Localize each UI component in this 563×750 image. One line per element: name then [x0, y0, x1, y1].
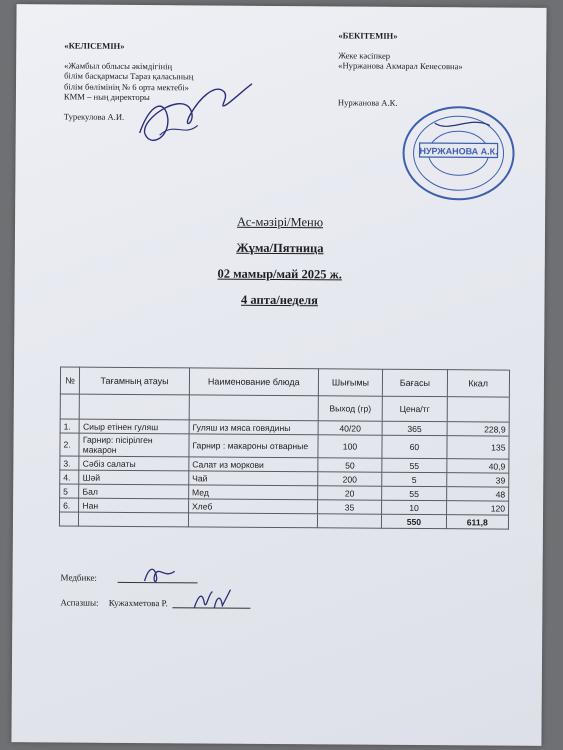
col-header-name-ru: Наименование блюда — [189, 368, 318, 396]
row-kcal: 39 — [446, 473, 508, 487]
row-kcal: 228,9 — [447, 422, 509, 436]
row-kcal: 120 — [446, 501, 508, 515]
row-name-kz: Сиыр етінен гуляш — [79, 419, 189, 434]
col-header-name-kz: Тағамның атауы — [80, 367, 190, 395]
row-price: 365 — [382, 421, 447, 435]
row-price: 55 — [382, 458, 447, 472]
row-price: 10 — [382, 500, 447, 514]
right-header: «БЕКІТЕМІН» — [338, 30, 398, 41]
right-signer: Нуржанова А.К. — [337, 96, 398, 108]
row-name-ru: Гарнир : макароны отварные — [189, 434, 318, 458]
medbike-label: Медбике: — [60, 572, 98, 583]
row-kcal: 135 — [447, 436, 510, 459]
row-number: 5 — [60, 484, 79, 498]
row-name-kz: Гарнир: пісірілген макарон — [79, 433, 189, 457]
row-yield: 40/20 — [318, 421, 383, 435]
approval-block-right — [338, 30, 539, 108]
subheader-yield: Выход (гр) — [318, 396, 383, 421]
left-line-3: білім бөлімінің № 6 орта мектебі» — [63, 80, 190, 92]
row-name-ru: Хлеб — [188, 499, 317, 514]
round-stamp — [399, 103, 518, 204]
table-header-row — [60, 367, 509, 397]
row-name-ru: Мед — [189, 485, 318, 500]
title-week: 4 апта/неделя — [241, 292, 319, 308]
col-header-price: Бағасы — [383, 369, 448, 396]
row-name-ru: Салат из моркови — [189, 457, 318, 472]
right-line-2: «Нуржанова Акмарал Кенесовна» — [338, 60, 463, 72]
director-signature — [120, 63, 261, 154]
row-kcal: 40,9 — [446, 459, 508, 473]
total-kcal: 611,8 — [446, 515, 508, 529]
row-price: 5 — [382, 472, 447, 486]
row-number: 3. — [60, 456, 79, 470]
col-header-yield: Шығымы — [318, 369, 383, 396]
row-price: 55 — [382, 486, 447, 500]
row-number: 4. — [60, 470, 79, 484]
row-yield: 20 — [317, 486, 382, 500]
title-day: Жұма/Пятница — [236, 240, 324, 256]
row-yield: 200 — [318, 472, 383, 486]
row-yield: 35 — [317, 500, 382, 514]
left-line-4: КММ – ның директоры — [63, 91, 150, 103]
menu-titles — [14, 213, 545, 321]
row-number: 1. — [60, 419, 79, 433]
col-header-number: № — [60, 367, 80, 394]
row-price: 60 — [382, 435, 447, 458]
total-price: 550 — [382, 514, 447, 528]
row-yield: 50 — [318, 458, 383, 472]
left-signer: Турекулова А.И. — [63, 110, 125, 122]
subheader-price: Цена/тг — [382, 396, 447, 421]
table-total-row — [59, 512, 508, 529]
row-yield: 100 — [318, 435, 383, 458]
right-line-1: Жеке кәсіпкер — [338, 49, 391, 61]
left-line-2: білім басқармасы Тараз қаласының — [64, 70, 194, 82]
row-name-kz: Сәбіз салаты — [79, 456, 189, 471]
row-name-kz: Шәй — [79, 470, 189, 485]
row-number: 6. — [60, 498, 79, 512]
row-name-kz: Бал — [79, 484, 189, 499]
row-name-kz: Нан — [79, 498, 189, 513]
menu-document — [11, 4, 546, 746]
row-kcal: 48 — [446, 487, 508, 501]
table-row — [60, 433, 509, 459]
medbike-signature — [141, 561, 181, 587]
title-date: 02 мамыр/май 2025 ж. — [217, 266, 342, 282]
row-name-ru: Чай — [189, 471, 318, 486]
menu-table — [59, 366, 510, 529]
title-menu: Ас-мәзірі/Меню — [237, 214, 324, 230]
aspazshy-signature — [190, 585, 234, 613]
left-line-1: «Жамбыл облысы әкімдігінің — [64, 59, 173, 71]
left-header: «КЕЛІСЕМІН» — [64, 40, 125, 51]
row-number: 2. — [60, 433, 79, 456]
aspazshy-label: Аспазшы: — [60, 597, 99, 608]
table-subheader-row — [60, 394, 509, 422]
col-header-kcal: Ккал — [447, 370, 510, 397]
aspazshy-name: Кужахметова Р. — [108, 597, 168, 609]
row-name-ru: Гуляш из мяса говядины — [189, 420, 318, 435]
stamp-text: НУРЖАНОВА А.К. — [419, 145, 498, 157]
